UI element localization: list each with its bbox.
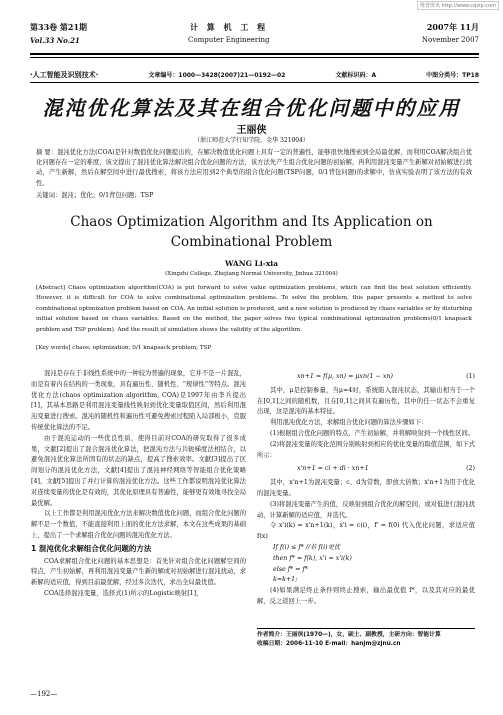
paragraph: 混沌是存在于非线性系统中的一种较为普遍的现象，它并不是一片混乱，而是有着内在结构的一类现象，具有遍历性、随机性、“规律性”等特点。混沌优化方法(chaos optimization algorithm, COA)是1997年由李兵提出[1]，其基本思路是利用混沌变量线性映射到优化变量取值区间，然后利用混沌变量进行搜索。混沌的随机性和遍历性可避免搜索过程陷入局部极小，克服传统优化算法的不足。 <box>31 370 246 431</box>
author-bio: 作者简介：王丽侠(1970—)，女，硕士、副教授，主研方向：智能计算 <box>257 632 441 638</box>
affiliation-cn: （浙江师范大学行知学院，金华 321004） <box>194 137 309 144</box>
classification-number: 中图分类号：TP18 <box>426 72 479 79</box>
equation-1 <box>257 372 475 383</box>
algorithm-line: then f* = f(k), x'i = x'i(k) <box>273 554 352 562</box>
paragraph: (4)如果满足终止条件则终止搜索，输出最优值 f*，以及其对应的最优解，反之返回上一步。 <box>257 587 475 605</box>
issue-date-cn: 2007年 11月 <box>426 22 479 32</box>
paragraph: (2)将混沌变量的变化范围分别映射到相应的优化变量的取值范围，如下式所示： <box>257 440 475 459</box>
title-en <box>0 212 503 252</box>
article-meta <box>30 70 479 80</box>
abstract-cn: 摘 要：混沌优化方法(COA)是针对数值优化问题提出的，在解决数值优化问题上具有一定的普遍性，能够很快地搜索到全局最优解，而利用COA解决组合优化问题存在一定的难度，该文提出了混沌优化算法解决组合优化问题的方法，该方法先产生组合优化问题的初始解，再利用混沌变量产生新解对初始解进行扰动，产生新解，然后在解空间中进行最优搜索，将该方法应用到2个典型的组合优化问题(TSP问题，0/1背包问题)的求解中，仿真实验表明了该方法的有效性。 <box>36 149 472 187</box>
page-number: —192— <box>30 690 58 698</box>
equation-number: (1) <box>466 373 475 380</box>
right-column <box>257 369 475 608</box>
paragraph: (3)将混沌变量产生的值，反映射到组合优化的解空间，或对低进行混沌扰动，计算新解的适应值，并选代。 <box>257 500 475 519</box>
algorithm-line: else f* = f* <box>273 565 308 573</box>
paragraph: 由于混沌运动的一些优良性质，使得目前对COA的研究取得了很多成果，文献[2]提出了混合混沌优化算法，把混沌方法与共轭梯度法相结合，以避免混沌优化算法所固有的状态的缺点，提高了搜索效率。文献[3]提出了区间划分的混沌优化方法，文献[4]提出了混沌神经网络等智能组合优化策略[4]，文献[5]提出了并行计算的混沌优化方法。这些工作都说明混沌优化算法对连续变量的优化是有效的，其优化原理具有普遍性，能够更有效地寻找全局最优解。 <box>31 434 246 507</box>
equation-2 <box>257 464 475 475</box>
section-label: ·人工智能及识别技术· <box>30 71 99 79</box>
journal-name-en: Computer Engineering <box>188 36 270 44</box>
document-code: 文献标识码：A <box>335 72 377 79</box>
meta-rule <box>30 82 479 83</box>
paragraph: 以上工作都是利用混沌优化方法来解决数值优化问题，而组合优化问题的解不是一个数值，不能直接利用上面的优化方法求解，本文在这些成果的基础上，提出了一个求解组合优化问题的混沌优化方法。 <box>31 510 246 539</box>
journal-name-cn: 计 算 机 工 程 <box>190 22 269 32</box>
algorithm-line: If f(i) ≤ f* //若 f(i)更优 <box>273 543 341 551</box>
keywords-cn: 关键词：混沌；优化；0/1背包问题；TSP <box>36 192 154 199</box>
paragraph: COA选择混沌变量，选择式(1)所示的Logistic映射[1]， <box>44 589 203 597</box>
left-column <box>31 369 246 600</box>
keywords-en: [Key words] chaos; optimization; 0/1 knapsack problem; TSP <box>36 345 212 351</box>
paragraph: (1)根据组合优化问题的特点，产生初始解，并将解映射到一个线性区间。 <box>270 429 475 437</box>
abstract-en: [Abstract] Chaos optimization algorithm(COA) is put forward to solve value optimization problems, which can find the best solution efficiently. However, it is difficult for COA to solve combinational optimization problems. To solve the problem, this paper presents a method to solve combinational optimization problem based on COA. An initial solution is produced, and a new solution is produced by chaos variables or by disturbing initial solution based on chaos variables. Based on the method, the paper solves two typical combinational optimization problems(0/1 knapsack problem and TSP problem). And the result of simulation shows the validity of the algorithm. <box>36 285 472 333</box>
header-rule <box>30 53 479 55</box>
title-en-line2: Combinational Problem <box>170 234 333 250</box>
affiliation-en: (Xingzhi College, Zhejiang Normal University, Jinhua 321004) <box>165 271 338 277</box>
footnote <box>257 628 475 649</box>
section-heading: 1 混沌优化求解组合优化问题的方法 <box>31 543 152 553</box>
equation-body: x'n+1 = ci + di · xn+1 <box>297 465 369 473</box>
author-en: WANG Li-xia <box>224 259 279 268</box>
received-date: 收稿日期：2006-11-10 E-mail：hanjm@zjnu.cn <box>257 641 401 647</box>
algorithm-line: k=k+1; <box>273 576 298 584</box>
title-cn: 混沌优化算法及其在组合优化问题中的应用 <box>42 96 461 120</box>
equation-number: (2) <box>466 465 475 473</box>
paragraph: 其中，x'n+1为混沌变量；c、d为常数，即放大倍数；x'n+1为用于优化的混沌变量。 <box>257 479 475 497</box>
paragraph: 其中，μ是控制参量，当μ=4时，系统陷入混沌状态，其输出相当于一个在[0,1]之间的随机数，且在[0,1]之间具有遍历性，其中的任一状态不会重复出现，这是混沌的基本特征。 <box>257 386 475 416</box>
author-cn: 王丽侠 <box>236 125 267 136</box>
volume-issue-en: Vol.33 No.21 <box>30 36 80 45</box>
title-en-line1: Chaos Optimization Algorithm and Its Application on <box>70 214 433 230</box>
issue-date-en: November 2007 <box>421 36 479 44</box>
article-number: 文章编号：1000—3428(2007)21—0192—02 <box>148 72 286 79</box>
paragraph: COA求解组合优化问题的基本思想是：首先针对组合优化问题解空间的特点，产生初始解，再利用混沌变量产生新的解或对初始解进行混沌扰动，求新解的适应值，得到目前最优解，经过多次迭代，求出全局最优值。 <box>31 557 246 587</box>
paragraph: 利用混沌优化方法，求解组合优化问题的算法步骤如下： <box>270 419 428 427</box>
paragraph: 令 x'i(k) = x'n+1(k)，x'i = c(i)，f' = f(0) 代入优化问题，求适应值 f(x) <box>257 522 475 541</box>
header-rule-thin <box>30 57 479 58</box>
equation-body: xn+1 = f(μ, xn) = μxn(1 − xn) <box>297 373 393 380</box>
watermark: 维普资讯 http://www.cqvip.com <box>417 1 499 10</box>
volume-issue: 第33卷 第21期 <box>30 22 88 32</box>
